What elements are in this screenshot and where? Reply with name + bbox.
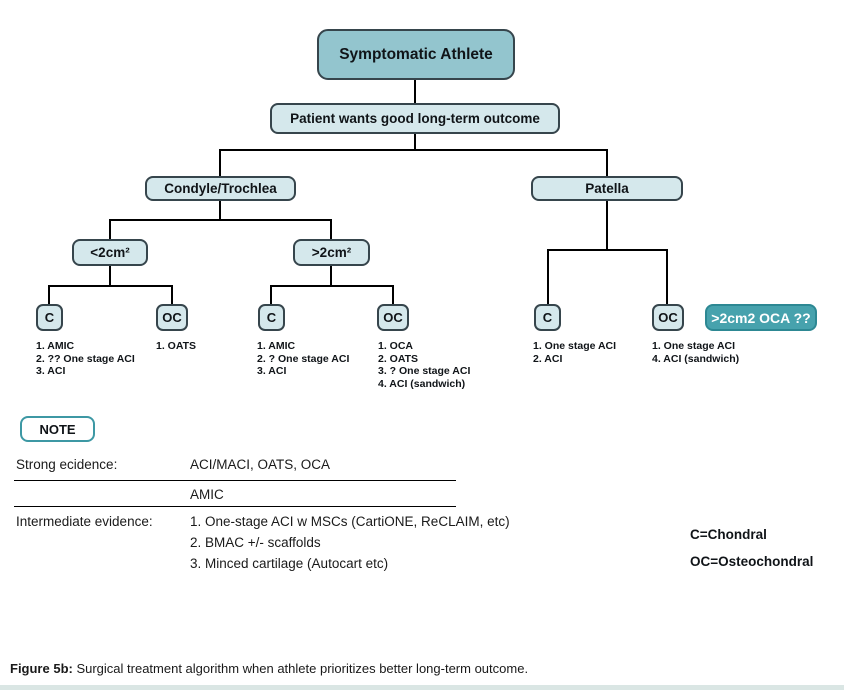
page-edge-strip (0, 685, 844, 690)
node-condyle-trochlea: Condyle/Trochlea (145, 176, 296, 201)
list-item: 3. ? One stage ACI (378, 365, 471, 377)
list-item: 1. OCA (378, 340, 414, 352)
connector-line (48, 285, 50, 305)
oca-question-badge: >2cm2 OCA ?? (705, 304, 817, 331)
connector-line (270, 285, 272, 305)
connector-line (219, 149, 608, 151)
treatment-list-patella-chondral (533, 340, 616, 365)
connector-line (547, 249, 549, 305)
connector-line (109, 266, 111, 287)
figure-caption (10, 661, 528, 676)
list-item: 2. ACI (533, 352, 563, 365)
strong-evidence-label: Strong ecidence: (16, 457, 118, 472)
connector-line (414, 79, 416, 105)
list-item: 1. AMIC (36, 340, 75, 352)
connector-line (606, 149, 608, 176)
connector-line (270, 285, 394, 287)
legend-chondral: C=Chondral (690, 527, 767, 542)
legend-osteochondral: OC=Osteochondral (690, 554, 814, 569)
node-lt2cm: <2cm² (72, 239, 148, 266)
connector-line (392, 285, 394, 305)
node-patella-chondral: C (534, 304, 561, 331)
connector-line (219, 149, 221, 176)
list-item: 1. AMIC (257, 340, 296, 352)
node-patient-outcome: Patient wants good long-term outcome (270, 103, 560, 134)
list-item: 4. ACI (sandwich) (652, 352, 740, 365)
connector-line (219, 201, 221, 221)
intermediate-evidence-label: Intermediate evidence: (16, 514, 153, 529)
list-item: 3. ACI (36, 365, 66, 377)
connector-line (171, 285, 173, 305)
connector-line (109, 219, 111, 239)
list-item: 2. OATS (378, 352, 419, 365)
list-item: 2. BMAC +/- scaffolds (190, 535, 321, 550)
intermediate-evidence-list (190, 511, 510, 574)
node-symptomatic-athlete: Symptomatic Athlete (317, 29, 515, 80)
treatment-list-gt2cm-chondral (257, 340, 349, 378)
node-gt2cm-osteochondral: OC (377, 304, 409, 331)
note-box: NOTE (20, 416, 95, 442)
list-item: 3. Minced cartilage (Autocart etc) (190, 556, 389, 571)
connector-line (666, 249, 668, 305)
node-lt2cm-chondral: C (36, 304, 63, 331)
connector-line (547, 249, 668, 251)
treatment-list-lt2cm-osteochondral (156, 340, 196, 353)
treatment-list-lt2cm-chondral (36, 340, 135, 378)
list-item: 1. One-stage ACI w MSCs (CartiONE, ReCLAIM, etc) (190, 514, 510, 529)
node-gt2cm-chondral: C (258, 304, 285, 331)
connector-line (109, 219, 332, 221)
list-item: 2. ? One stage ACI (257, 352, 350, 365)
list-item: 3. ACI (257, 365, 287, 377)
node-gt2cm: >2cm² (293, 239, 370, 266)
node-patella: Patella (531, 176, 683, 201)
node-patella-osteochondral: OC (652, 304, 684, 331)
amic-value: AMIC (190, 487, 224, 502)
list-item: 4. ACI (sandwich) (378, 377, 466, 390)
node-lt2cm-osteochondral: OC (156, 304, 188, 331)
figure-caption-label: Figure 5b: (10, 661, 73, 676)
list-item: 1. One stage ACI (652, 340, 736, 352)
strong-evidence-value: ACI/MACI, OATS, OCA (190, 457, 331, 472)
divider-line (14, 506, 456, 507)
treatment-list-gt2cm-osteochondral (378, 340, 470, 390)
figure-caption-text: Surgical treatment algorithm when athlete prioritizes better long-term outcome. (72, 661, 529, 676)
connector-line (606, 201, 608, 251)
list-item: 2. ?? One stage ACI (36, 352, 135, 365)
connector-line (330, 219, 332, 239)
list-item: 1. OATS (156, 340, 197, 352)
treatment-list-patella-osteochondral (652, 340, 739, 365)
connector-line (330, 266, 332, 287)
connector-line (48, 285, 173, 287)
list-item: 1. One stage ACI (533, 340, 617, 352)
divider-line (14, 480, 456, 481)
